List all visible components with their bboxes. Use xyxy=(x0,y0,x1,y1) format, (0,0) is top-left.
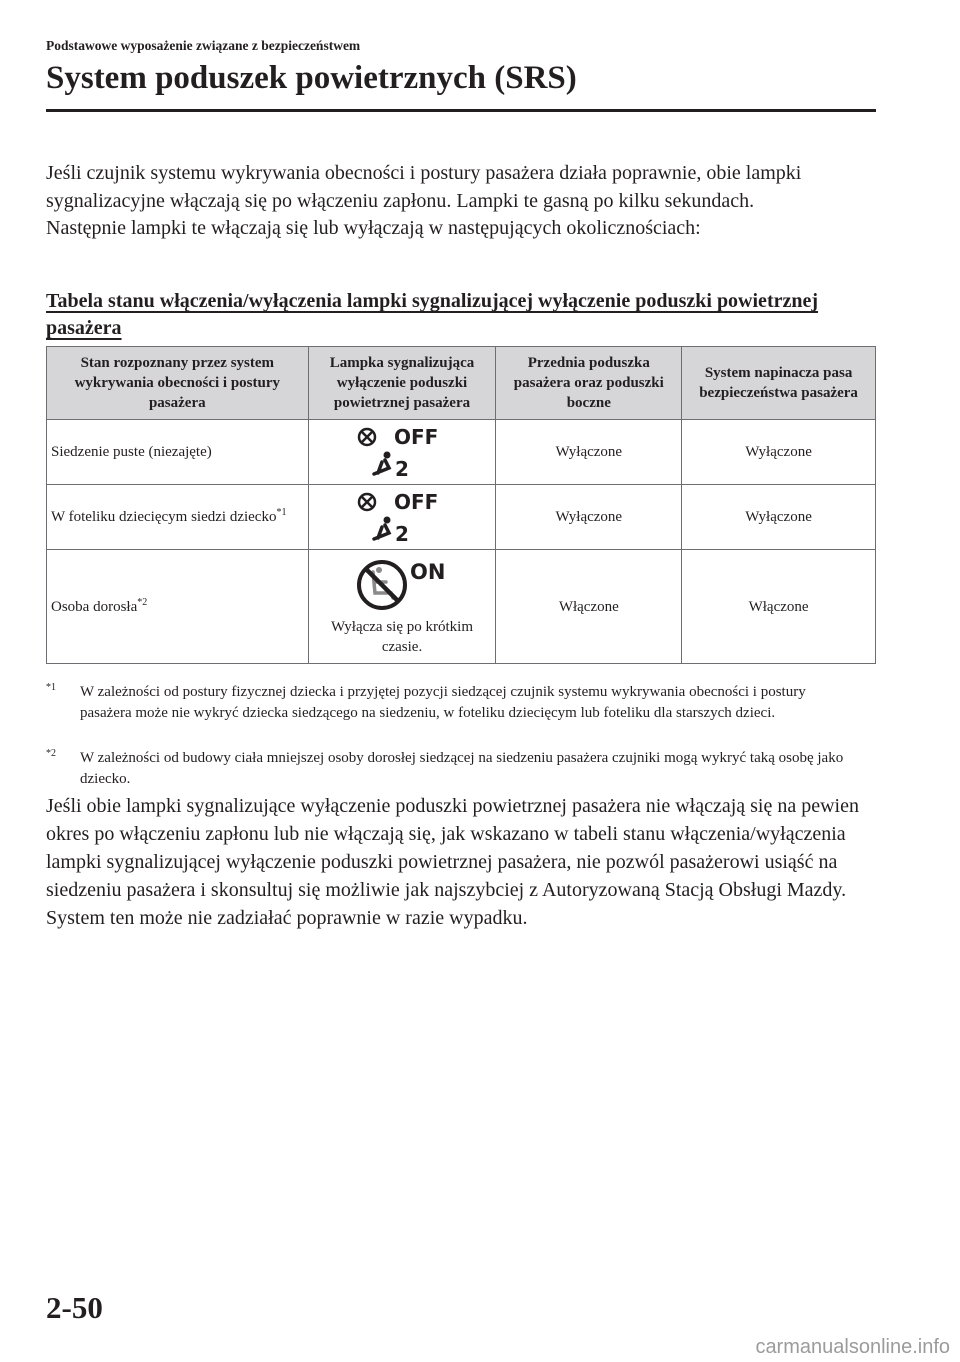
footnote xyxy=(46,748,856,790)
lamp-note: Wyłącza się po krótkim czasie. xyxy=(331,618,473,655)
footnote xyxy=(46,682,856,724)
header-pretensioner: System napinacza pasa bezpieczeństwa pasażera xyxy=(682,347,876,420)
airbag-off-lamp-icon xyxy=(352,424,452,480)
state-text: Siedzenie puste (niezajęte) xyxy=(51,444,212,460)
front-airbag-cell: Wyłączone xyxy=(496,420,682,485)
footnote-text: W zależności od budowy ciała mniejszej osoby dorosłej siedzącej na siedzeniu pasażera czujniki mogą wykryć taką osobę jako dziecko. xyxy=(80,750,844,787)
lamp-status-text: OFF xyxy=(394,490,439,514)
header-divider xyxy=(46,109,876,112)
state-text: Osoba dorosła xyxy=(51,598,138,615)
table-row xyxy=(47,485,876,550)
lamp-passenger-number: 2 xyxy=(395,522,409,545)
state-cell xyxy=(47,550,309,664)
footnote-ref: *1 xyxy=(276,507,287,518)
watermark[interactable]: carmanualsonline.info xyxy=(755,1336,950,1358)
lamp-cell xyxy=(308,420,496,485)
table-heading xyxy=(46,288,846,342)
table-header-row xyxy=(47,347,876,420)
header-state: Stan rozpoznany przez system wykrywania obecności i postury pasażera xyxy=(47,347,309,420)
pretensioner-cell: Wyłączone xyxy=(682,420,876,485)
pretensioner-cell: Wyłączone xyxy=(682,485,876,550)
page-title: System poduszek powietrznych (SRS) xyxy=(46,60,577,96)
page-number: 2-50 xyxy=(46,1290,103,1325)
lamp-cell xyxy=(308,550,496,664)
header-front-airbag: Przednia poduszka pasażera oraz poduszki boczne xyxy=(496,347,682,420)
state-cell xyxy=(47,420,309,485)
state-cell xyxy=(47,485,309,550)
footnote-mark-text: *1 xyxy=(46,682,56,693)
lamp-cell xyxy=(308,485,496,550)
lamp-passenger-number: 2 xyxy=(395,457,409,480)
lamp-status-text: ON xyxy=(410,559,446,584)
footnote-mark xyxy=(46,748,56,769)
header-lamp: Lampka sygnalizująca wyłączenie poduszki powietrznej pasażera xyxy=(308,347,496,420)
lamp-status-text: OFF xyxy=(394,425,439,449)
front-airbag-cell: Wyłączone xyxy=(496,485,682,550)
footnote-ref: *2 xyxy=(137,596,148,608)
airbag-status-table xyxy=(46,346,876,664)
state-text: W foteliku dziecięcym siedzi dziecko xyxy=(51,509,277,525)
table-row xyxy=(47,550,876,664)
front-airbag-cell: Włączone xyxy=(496,550,682,664)
table-heading-text: Tabela stanu włączenia/wyłączenia lampki sygnalizującej wyłączenie poduszki powietrznej pasażera xyxy=(46,290,819,339)
footnote-mark-text: *2 xyxy=(46,748,56,759)
closing-paragraph: Jeśli obie lampki sygnalizujące wyłączenie poduszki powietrznej pasażera nie włączają się na pewien okres po włączeniu zapłonu lub nie włączają się, jak wskazano w tabeli stanu włączenia/wyłączenia lampki sygnalizującej wyłączenie poduszki powietrznej pasażera, nie pozwól pasażerowi usiąść na siedzeniu pasażera i skonsultuj się możliwie jak najszybciej z Autoryzowaną Stacją Obsługi Mazdy. System ten może nie zadziałać poprawnie w razie wypadku. xyxy=(46,795,859,929)
footnote-text: W zależności od postury fizycznej dziecka i przyjętej pozycji siedzącej czujnik systemu wykrywania obecności i postury pasażera może nie wykryć dziecka siedzącego na siedzeniu, w foteliku dziecięcym lub foteliku dla starszych dzieci. xyxy=(80,684,806,721)
section-header: Podstawowe wyposażenie związane z bezpieczeństwem xyxy=(46,38,361,53)
pretensioner-cell: Włączone xyxy=(682,550,876,664)
airbag-on-lamp-icon xyxy=(352,557,452,613)
airbag-off-lamp-icon xyxy=(352,489,452,545)
table-row xyxy=(47,420,876,485)
intro-paragraph: Jeśli czujnik systemu wykrywania obecności i postury pasażera działa poprawnie, obie lampki sygnalizacyjne włączają się po włączeniu zapłonu. Lampki te gasną po kilku sekundach. Następnie lampki te włączają się lub wyłączają w następujących okolicznościach: xyxy=(46,162,802,239)
footnote-mark xyxy=(46,682,56,703)
